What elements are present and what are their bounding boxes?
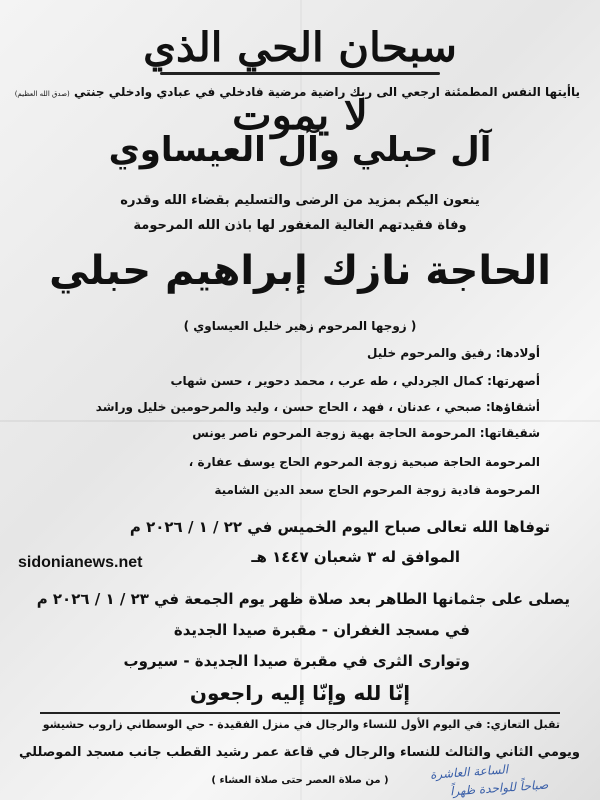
- handwritten-note: الساعة العاشرة: [429, 762, 509, 782]
- verse-text: ياأيتها النفس المطمئنة ارجعي الى ربك راضية مرضية فادخلي في عبادي وادخلي جنتي: [73, 85, 580, 99]
- relatives-line: أصهرتها: كمال الجردلي ، طه عرب ، محمد دحوير ، حسن شهاب: [170, 374, 540, 388]
- announcement-line: ينعون اليكم بمزيد من الرضى والتسليم بقضاء الله وقدره: [120, 193, 480, 208]
- relatives-line: أشقاؤها: صبحي ، عدنان ، فهد ، الحاج حسن ، وليد والمرحومين خليل وراشد: [95, 400, 540, 414]
- families-heading: آل حبلي وآل العيساوي: [108, 130, 492, 170]
- burial-line: وتوارى الثرى في مقبرة صيدا الجديدة - سيروب: [123, 652, 470, 670]
- deceased-name: الحاجة نازك إبراهيم حبلي: [49, 248, 551, 294]
- relatives-line: شقيقاتها: المرحومة الحاجة بهية زوجة المرحوم ناصر يونس: [192, 426, 540, 440]
- prayer-location: في مسجد الغفران - مقبرة صيدا الجديدة: [173, 621, 470, 639]
- relatives-line: المرحومة الحاجة صبحية زوجة المرحوم الحاج يوسف عفارة ،: [188, 455, 540, 469]
- condolence-hours: ( من صلاة العصر حتى صلاة العشاء ): [211, 775, 389, 786]
- spouse-line: ( زوجها المرحوم زهير خليل العيساوي ): [183, 319, 417, 333]
- calligraphy-heading: سبحان الحي الذي لا يموت: [143, 24, 457, 139]
- quran-verse: [14, 85, 580, 99]
- relatives-line: أولادها: رفيق والمرحوم خليل: [366, 346, 540, 360]
- verse-reference: (صدق الله العظيم): [14, 90, 70, 98]
- hijri-date: الموافق له ٣ شعبان ١٤٤٧ هـ: [251, 548, 460, 566]
- divider-line: [40, 712, 560, 714]
- announcement-line: وفاة فقيدتهم الغالية المغفور لها باذن الله المرحومة: [133, 218, 467, 233]
- death-date: توفاها الله تعالى صباح اليوم الخميس في ٢٢ / ١ / ٢٠٢٦ م: [129, 518, 550, 536]
- calligraphy-underline: [160, 72, 440, 75]
- website-watermark: sidonianews.net: [18, 554, 143, 571]
- prayer-line: يصلى على جثمانها الطاهر بعد صلاة ظهر يوم الجمعة في ٢٣ / ١ / ٢٠٢٦ م: [36, 590, 570, 608]
- condolences-line: تقبل التعازي: في اليوم الأول للنساء والرجال في منزل الفقيدة - حي الوسطاني زاروب حشيشو: [42, 718, 560, 731]
- closing-verse: إنّا لله وإنّا إليه راجعون: [189, 681, 411, 705]
- handwritten-note: صباحاً للواحدة ظهراً: [449, 777, 549, 799]
- relatives-line: المرحومة فادية زوجة المرحوم الحاج سعد الدين الشامية: [214, 483, 540, 497]
- condolences-line: ويومي الثاني والثالث للنساء والرجال في قاعة عمر رشيد القطب جانب مسجد الموصللي: [18, 745, 580, 760]
